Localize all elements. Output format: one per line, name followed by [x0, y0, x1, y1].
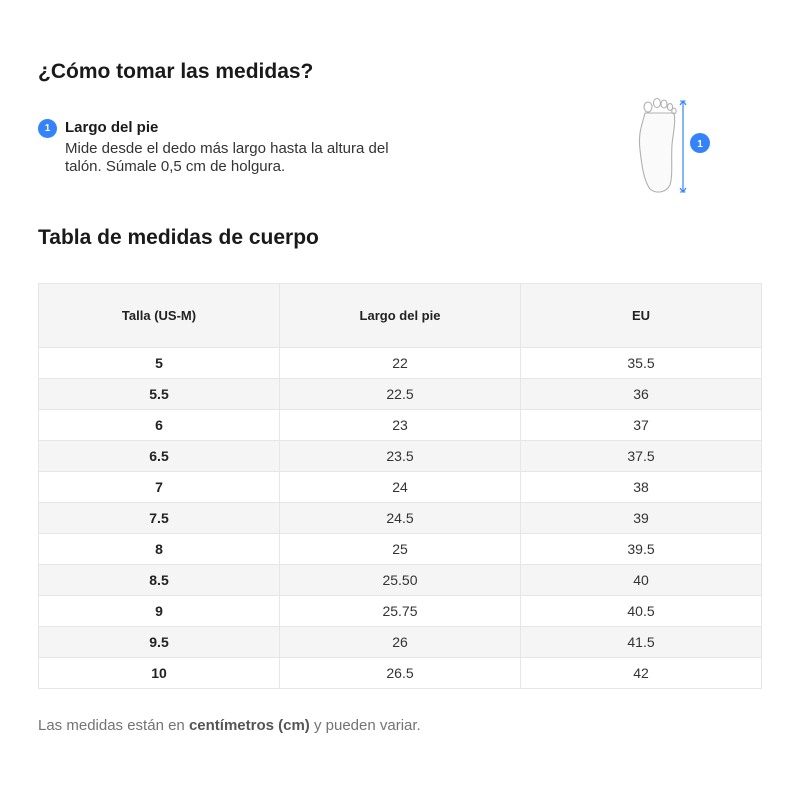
cell-eu: 37	[521, 410, 762, 441]
table-row	[39, 379, 762, 410]
how-to-measure-title: ¿Cómo tomar las medidas?	[38, 60, 314, 83]
size-table-title: Tabla de medidas de cuerpo	[38, 226, 319, 249]
header-size-us: Talla (US-M)	[39, 284, 280, 348]
measure-badge-label: 1	[697, 139, 703, 150]
cell-size-us: 9.5	[39, 627, 280, 658]
table-row	[39, 627, 762, 658]
table-row	[39, 472, 762, 503]
cell-foot-length: 25.50	[280, 565, 521, 596]
cell-foot-length: 24	[280, 472, 521, 503]
cell-eu: 40	[521, 565, 762, 596]
header-foot-length: Largo del pie	[280, 284, 521, 348]
cell-foot-length: 23.5	[280, 441, 521, 472]
table-row	[39, 503, 762, 534]
header-eu: EU	[521, 284, 762, 348]
table-row	[39, 410, 762, 441]
units-note-emphasis: centímetros (cm)	[188, 717, 310, 734]
cell-foot-length: 22	[280, 348, 521, 379]
cell-foot-length: 22.5	[280, 379, 521, 410]
step-description: Mide desde el dedo más largo hasta la altura del talón. Súmale 0,5 cm de holgura.	[65, 140, 389, 175]
table-row	[39, 348, 762, 379]
foot-outline-icon	[639, 99, 676, 193]
cell-size-us: 8	[39, 534, 280, 565]
step-title: Largo del pie	[65, 119, 159, 136]
cell-foot-length: 26	[280, 627, 521, 658]
step-number-badge: 1	[38, 119, 57, 138]
foot-measure-illustration	[630, 95, 720, 195]
cell-size-us: 7	[39, 472, 280, 503]
cell-eu: 38	[521, 472, 762, 503]
cell-size-us: 8.5	[39, 565, 280, 596]
table-row	[39, 441, 762, 472]
cell-eu: 41.5	[521, 627, 762, 658]
cell-size-us: 6.5	[39, 441, 280, 472]
table-row	[39, 565, 762, 596]
cell-eu: 39	[521, 503, 762, 534]
cell-eu: 36	[521, 379, 762, 410]
cell-eu: 40.5	[521, 596, 762, 627]
cell-foot-length: 26.5	[280, 658, 521, 689]
units-note-suffix: y pueden variar.	[309, 717, 421, 734]
size-table-header-row	[39, 284, 762, 348]
cell-size-us: 7.5	[39, 503, 280, 534]
cell-eu: 37.5	[521, 441, 762, 472]
size-table	[38, 283, 762, 689]
cell-size-us: 6	[39, 410, 280, 441]
table-row	[39, 658, 762, 689]
table-row	[39, 596, 762, 627]
cell-foot-length: 25	[280, 534, 521, 565]
cell-size-us: 9	[39, 596, 280, 627]
cell-eu: 35.5	[521, 348, 762, 379]
units-note-prefix: Las medidas están en	[38, 717, 189, 734]
cell-foot-length: 24.5	[280, 503, 521, 534]
cell-foot-length: 25.75	[280, 596, 521, 627]
cell-size-us: 10	[39, 658, 280, 689]
cell-size-us: 5	[39, 348, 280, 379]
cell-eu: 42	[521, 658, 762, 689]
cell-foot-length: 23	[280, 410, 521, 441]
cell-size-us: 5.5	[39, 379, 280, 410]
units-note	[38, 717, 421, 734]
cell-eu: 39.5	[521, 534, 762, 565]
table-row	[39, 534, 762, 565]
